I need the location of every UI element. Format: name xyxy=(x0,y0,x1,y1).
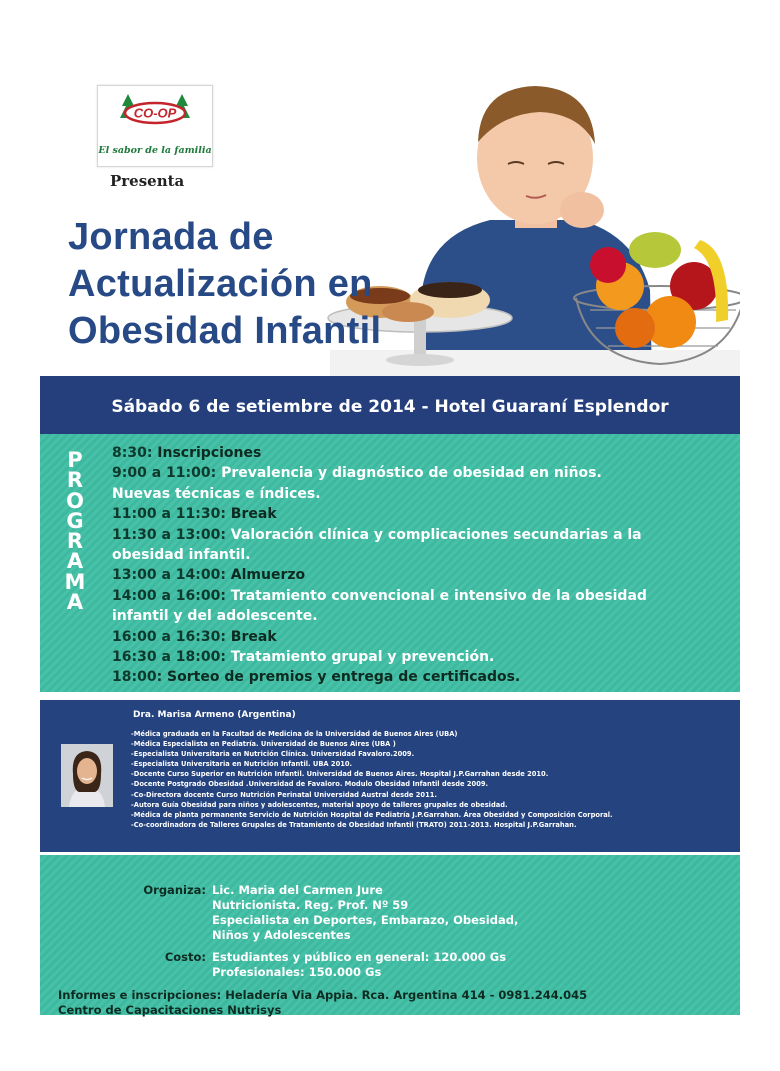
programa-item xyxy=(112,463,732,483)
programa-section xyxy=(40,434,740,692)
programa-time: 16:30 a 18:00: xyxy=(112,649,226,666)
coop-logo xyxy=(97,85,213,167)
programa-letter: A xyxy=(66,549,84,574)
credential-line: -Autora Guía Obesidad para niños y adolescentes, material apoyo de talleres grupales de obesidad. xyxy=(131,800,508,809)
speaker-section xyxy=(40,700,740,852)
date-location-text: Sábado 6 de setiembre de 2014 - Hotel Guaraní Esplendor xyxy=(111,397,669,417)
credential-line: -Especialista Universitaria en Nutrición Infantil. UBA 2010. xyxy=(131,760,353,769)
credential-line: -Médica Especialista en Pediatría. Universidad de Buenos Aires (UBA ) xyxy=(131,740,396,749)
logo-slogan: El sabor de la familia xyxy=(98,145,212,156)
programa-description: Almuerzo xyxy=(230,567,306,584)
programa-item xyxy=(112,586,732,606)
credential-line: -Médica graduada en la Facultad de Medicina de la Universidad de Buenos Aires (UBA) xyxy=(131,730,458,738)
programa-letter: R xyxy=(66,468,84,493)
informes-line: Informes e inscripciones: Heladería Via Appia. Rca. Argentina 414 - 0981.244.045 xyxy=(58,988,588,1002)
programa-time: 11:00 a 11:30: xyxy=(112,506,226,523)
programa-item xyxy=(112,606,732,626)
event-title xyxy=(68,214,488,355)
programa-time: 14:00 a 16:00: xyxy=(112,587,226,604)
title-line-1: Jornada de xyxy=(68,216,274,258)
programa-description: Break xyxy=(230,628,277,645)
programa-item xyxy=(112,484,732,504)
programa-vertical-label xyxy=(62,448,88,615)
organiza-label: Organiza: xyxy=(143,883,206,897)
organiza-lines xyxy=(212,883,518,943)
programa-item xyxy=(112,667,732,687)
organiza-line: Especialista en Deportes, Embarazo, Obesidad, xyxy=(212,913,519,927)
programa-description: Sorteo de premios y entrega de certificados. xyxy=(167,669,521,686)
person-icon xyxy=(61,744,113,807)
programa-letter: A xyxy=(66,590,84,615)
programa-time: 18:00: xyxy=(112,669,163,686)
title-line-3: Obesidad Infantil xyxy=(68,310,382,352)
programa-letter: G xyxy=(66,508,84,533)
info-section xyxy=(40,855,740,1015)
credential-line: -Co-coordinadora de Talleres Grupales de Tratamiento de Obesidad Infantil (TRATO) 2011-2013. Hospital J.P.Garrahan. xyxy=(131,820,577,829)
organiza-line: Nutricionista. Reg. Prof. Nº 59 xyxy=(212,898,409,912)
speaker-photo xyxy=(61,744,113,807)
logo-wordmark: CO-OP xyxy=(133,105,177,121)
programa-time: 16:00 a 16:30: xyxy=(112,628,226,645)
programa-item xyxy=(112,565,732,585)
credential-line: -Docente Curso Superior en Nutrición Infantil. Universidad de Buenos Aires. Hospital J.P.Garrahan desde 2010. xyxy=(131,770,549,779)
programa-description: Prevalencia y diagnóstico de obesidad en niños. xyxy=(221,465,602,482)
centro-line: Centro de Capacitaciones Nutrisys xyxy=(58,1003,282,1017)
costo-line: Profesionales: 150.000 Gs xyxy=(212,965,382,979)
programa-letter: P xyxy=(67,448,83,472)
programa-letter: R xyxy=(66,529,84,554)
costo-lines xyxy=(212,950,506,980)
programa-list xyxy=(112,443,732,688)
poster xyxy=(40,40,740,1015)
speaker-credentials xyxy=(131,729,736,830)
costo-label: Costo: xyxy=(164,950,206,964)
programa-item xyxy=(112,525,732,545)
programa-description: infantil y del adolescente. xyxy=(112,608,318,625)
programa-item xyxy=(112,504,732,524)
programa-time: 8:30: xyxy=(112,445,153,461)
organiza-line: Lic. Maria del Carmen Jure xyxy=(212,883,383,897)
programa-description: obesidad infantil. xyxy=(112,547,251,564)
organiza-line: Niños y Adolescentes xyxy=(212,928,351,942)
speaker-name: Dra. Marisa Armeno (Argentina) xyxy=(133,710,296,720)
programa-time: 11:30 a 13:00: xyxy=(112,526,226,543)
programa-description: Inscripciones xyxy=(157,445,262,461)
credential-line: -Co-Directora docente Curso Nutrición Perinatal Universidad Austral desde 2011. xyxy=(131,790,437,799)
programa-item xyxy=(112,627,732,647)
title-line-2: Actualización en xyxy=(68,263,373,305)
credential-line: -Médica de planta permanente Servicio de Nutrición Hospital de Pediatría J.P.Garrahan. Área Obesidad y Composición Corporal. xyxy=(131,810,613,819)
date-banner xyxy=(40,376,740,434)
programa-description: Tratamiento convencional e intensivo de la obesidad xyxy=(230,587,647,604)
programa-item xyxy=(112,545,732,565)
programa-item xyxy=(112,647,732,667)
programa-time: 13:00 a 14:00: xyxy=(112,567,226,584)
tree-icon xyxy=(98,92,212,126)
programa-description: Tratamiento grupal y prevención. xyxy=(230,649,495,666)
programa-time: 9:00 a 11:00: xyxy=(112,465,217,482)
programa-description: Nuevas técnicas e índices. xyxy=(112,485,321,502)
programa-letter: M xyxy=(64,569,86,594)
programa-description: Valoración clínica y complicaciones secundarias a la xyxy=(230,526,642,543)
programa-item xyxy=(112,443,732,463)
programa-description: Break xyxy=(230,506,277,523)
presenta-label: Presenta xyxy=(110,172,185,190)
programa-letter: O xyxy=(66,488,84,513)
costo-line: Estudiantes y público en general: 120.000 Gs xyxy=(212,950,507,964)
credential-line: -Especialista Universitaria en Nutrición Clínica. Universidad Favaloro.2009. xyxy=(131,750,415,759)
credential-line: -Docente Postgrado Obesidad .Universidad de Favaloro. Modulo Obesidad Infantil desde 2009. xyxy=(131,780,489,789)
